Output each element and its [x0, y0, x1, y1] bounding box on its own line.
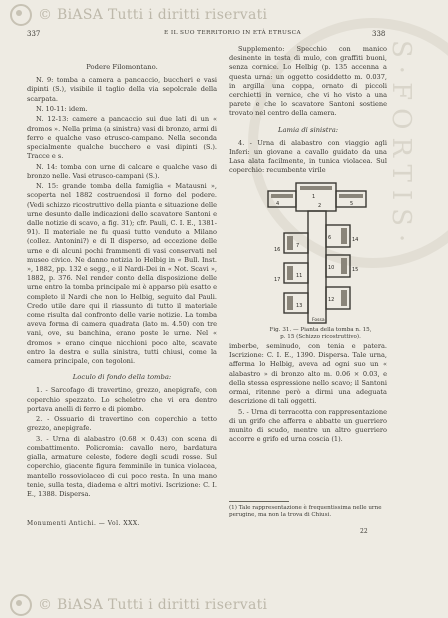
plan-label: 17 [274, 277, 281, 283]
right-column-top [229, 45, 387, 177]
plan-label: 1 [312, 194, 316, 200]
journal-footer: Monumenti Antichi. — Vol. XXX. [27, 520, 141, 527]
footnote: (1) Tale rappresentazione è frequentissima nelle urne perugine, ma non la trova di Chiusi. [229, 505, 382, 519]
page-number-right: 338 [372, 30, 386, 38]
tomb-plan-figure [254, 181, 379, 327]
plan-room [268, 191, 296, 207]
list-item: 5. - Urna di terracotta con rappresentazione di un grifo che afferra e abbatte un guerriero munito di scudo, mentre un altro guerriero accorre e grifo ed urna coscia (1). [229, 407, 387, 444]
paragraph: N. 9: tomba a camera a pancaccio, buccheri e vasi dipinti (S.), visibile il taglio della via sepolcrale della scarpata. [27, 76, 217, 103]
paragraph: N. 14: tomba con urne di calcare e qualche vaso di bronzo nelle. Vasi etrusco-campani (S.). [27, 162, 217, 180]
plan-label: 7 [296, 243, 300, 249]
left-column [27, 56, 217, 500]
watermark-banner-text: © BiASA Tutti i diritti riservati [38, 7, 268, 23]
list-item: 4. - Urna di alabastro con viaggio agli Inferi: un giovane a cavallo guidato da una Lasa alata facilmente, in tunica violacea. Sul coperchio: recumbente virile [229, 138, 387, 175]
paragraph: imberbe, seminudo, con tenia e patera. Iscrizione: C. I. E., 1390. Dispersa. Tale urna, afferma lo Helbig, aveva ad ogni suo un « alabastro » di bronzo alto m. 0.06 × 0.03, e della stessa espressione nello scavo; il Santoni ormai, ritenne però a dirmi una adeguata descrizione di tali oggetti. [229, 342, 387, 406]
running-title: E IL SUO TERRITORIO IN ETÀ ETRUSCA [164, 30, 302, 36]
plan-label: 11 [296, 273, 303, 279]
plan-label: 12 [328, 297, 335, 303]
watermark-banner-bottom [0, 594, 448, 616]
supplement-paragraph: Supplemento: Specchio con manico desinente in testa di mulo, con graffiti buoni, senza cornice. Lo Helbig (p. 135 accenna a questa urna: un oggetto cosiddetto m. 0.037, in argilla una coppa, ornato di piccoli cerchietti in vernice, che vi ho visto a una parete e che lo scavatore Santoni sostiene trovato nel centro della camera. [229, 45, 387, 118]
right-column-bottom [229, 342, 387, 446]
plan-label: 13 [296, 303, 303, 309]
list-item: 1. - Sarcofago di travertino, grezzo, anepigrafe, con coperchio spezzato. Lo scheletro che vi era dentro portava anelli di ferro e di piombo. [27, 386, 217, 413]
plan-label: 6 [328, 235, 332, 241]
plan-label: 14 [352, 237, 359, 243]
watermark-vertical-text: S·FORTIS· [386, 40, 416, 251]
list-item: 3. - Urna di alabastro (0.68 × 0.43) con scena di combattimento. Policromia: cavallo nero, bardatura gialla, armature celeste, fodere degli scudi rosse. Sul coperchio, giacente figura femminile in tunica violacea, mantello rossoviolaceo di cui poco resta. In una mano tenie, sulla testa, diadema e altri motivi. Iscrizione: C. I. E., 1388. Dispersa. [27, 434, 217, 499]
seal-icon [10, 594, 32, 616]
paragraph: N. 15: grande tomba della famiglia « Matausni », scoperta nel 1882 costruendosi il forno del podere. (Vedi schizzo ricostruttivo della pianta e situazione delle urne desunto dalle indicazioni dello scavatore Santoni e dalle notizie di scavo, a fig. 31); cfr. Pauli, C. I. E., 1381-91). Il materiale ne fu quasi tutto venduto a Milano (collez. Antonini?) e di Il disperso, ad eccezione delle urne e di alcuni pochi frammenti di vasi conservati nel museo civico. Ne danno notizia lo Helbig in « Bull. Inst. », 1882, pp. 132 e segg., e il Nardi-Dei in « Not. Scavi », 1882, p. 376. Nel render conto della disposizione delle urne entro la tomba principale mi è apparso più esatto e completo il Nardi che non lo Helbig, seguito dal Pauli. Credo utile dare qui il riassunto di tutto il materiale come risulta dal confronto delle varie notizie. La tomba aveva forma di camera quadrata (lato m. 4.50) con tre vani, ove, su banchina, erano poste le urne. Nel « dromos » erano cinque nicchioni poco alte, scavate entro la destra e sulla sinistra, tutti chiusi, come la camera principale, con tegoloni. [27, 182, 217, 366]
seal-icon [10, 4, 32, 26]
plan-label: 2 [318, 203, 322, 209]
plan-label: Fossa [312, 318, 325, 323]
watermark-banner-text: © BiASA Tutti i diritti riservati [38, 597, 268, 613]
signature-number: 22 [360, 528, 368, 535]
paragraph: N. 12-13: camere a pancaccio sui due lati di un « dromos ». Nella prima (a sinistra) vasi di bronzo, armi di ferro e qualche vaso etrusco-campano. Nella seconda specialmente qualche bucchero e vasi dipinti (S.). Tracce e s. [27, 115, 217, 161]
plan-label: 4 [276, 201, 280, 207]
subsection-title: Loculo di fondo della tomba: [72, 373, 172, 382]
paragraph: N. 10-11: idem. [36, 105, 88, 113]
watermark-banner-top [0, 4, 448, 26]
figure-caption: Fig. 31. — Pianta della tomba n. 15, p. 15 (Schizzo ricostruttivo). [269, 327, 372, 340]
section-title: Podere Filomontano. [86, 63, 158, 71]
footnote-rule [229, 501, 289, 502]
plan-label: 5 [350, 201, 354, 207]
list-item: 2. - Ossuario di travertino con coperchio a tetto grezzo, anepigrafe. [27, 415, 217, 433]
plan-label: 15 [352, 267, 359, 273]
page-number-left: 337 [27, 30, 41, 38]
plan-dromos [308, 211, 326, 323]
plan-label: 10 [328, 265, 335, 271]
section-title: Lamia di sinistra: [277, 125, 339, 134]
plan-label: 16 [274, 247, 281, 253]
